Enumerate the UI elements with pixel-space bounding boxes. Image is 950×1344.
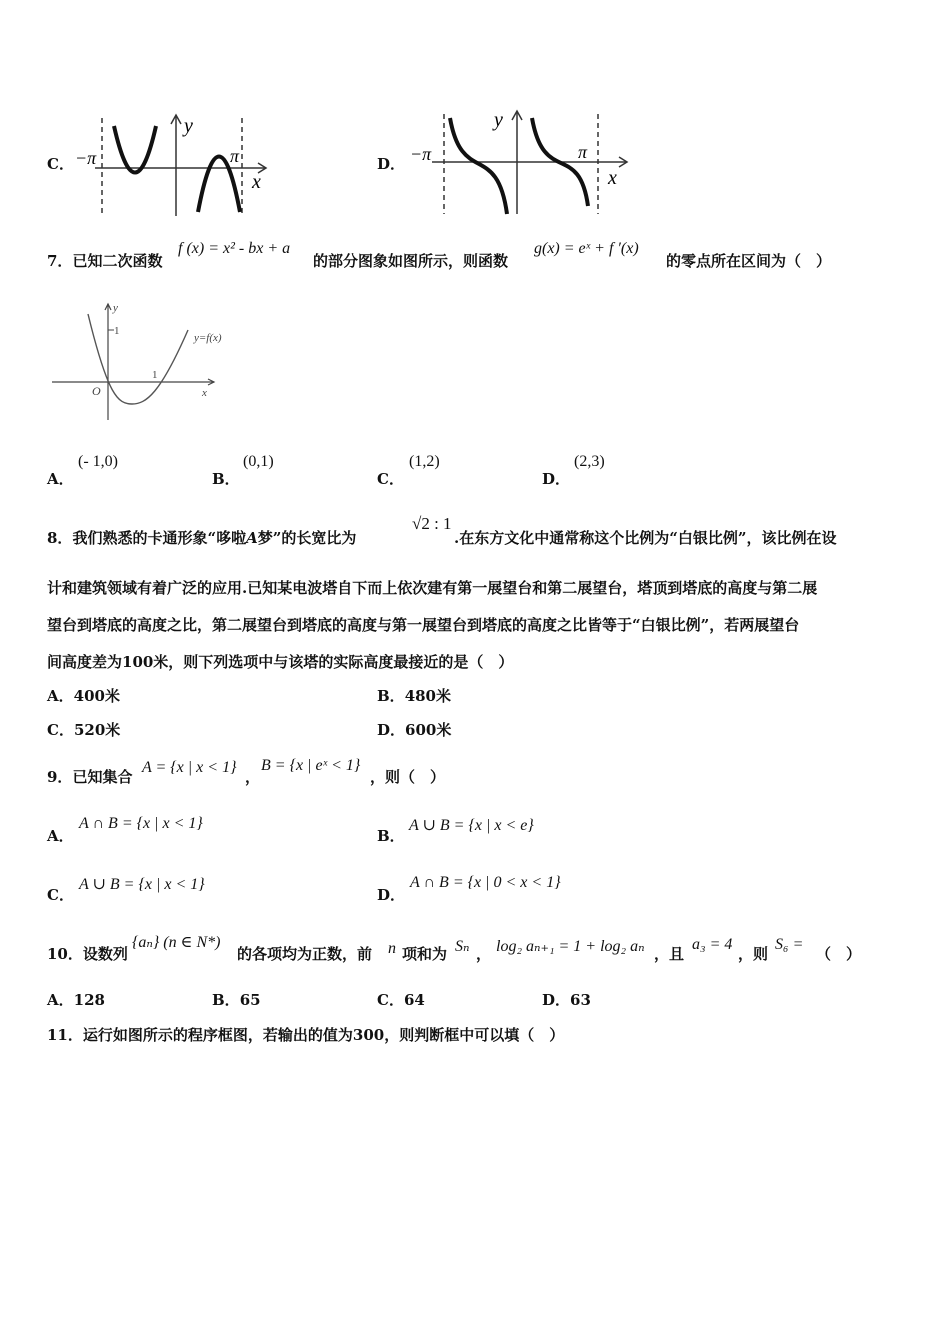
curve-left <box>450 118 507 214</box>
svg-text:1: 1 <box>114 325 120 337</box>
svg-text:O: O <box>92 384 101 398</box>
q8-option-c[interactable]: C．520米 <box>47 721 121 739</box>
svg-text:y=f(x): y=f(x) <box>194 332 222 344</box>
q10-option-a[interactable]: A．128 <box>47 991 105 1009</box>
svg-text:x: x <box>202 387 207 399</box>
q7-option-b[interactable]: B． <box>212 470 240 488</box>
question-8-line-1: 8．我们熟悉的卡通形象“哆啦A梦”的长宽比为 <box>47 529 357 547</box>
graph-option-c <box>70 108 280 220</box>
q8-option-a[interactable]: A．400米 <box>47 687 120 705</box>
q8-option-b[interactable]: B．480米 <box>377 687 451 705</box>
graph-option-d <box>402 106 632 220</box>
question-8-line-4: 间高度差为100米，则下列选项中与该塔的实际高度最接近的是（ ） <box>47 653 514 671</box>
question-10: 10．设数列 <box>47 945 128 963</box>
curve-left <box>114 126 156 173</box>
q7-option-d[interactable]: D． <box>542 470 571 488</box>
option-d-label: D． <box>377 155 406 173</box>
q10-log-relation: log₂ aₙ₊₁ = 1 + log₂ aₙ <box>496 938 645 955</box>
svg-text:−π: −π <box>410 144 432 164</box>
pi-label: π <box>230 146 240 166</box>
q7-text-b: 的部分图象如图所示，则函数 <box>313 252 509 270</box>
neg-pi-label: −π <box>75 148 97 168</box>
question-11: 11．运行如图所示的程序框图，若输出的值为300，则判断框中可以填（ ） <box>47 1026 565 1044</box>
q10-option-d[interactable]: D．63 <box>542 991 591 1009</box>
q7-option-a[interactable]: A． <box>47 470 74 488</box>
q8-option-d[interactable]: D．600米 <box>377 721 452 739</box>
q8-line-1-end: .在东方文化中通常称这个比例为“白银比例”，该比例在设 <box>454 529 837 547</box>
q10-sequence: {aₙ} (n ∈ N*) <box>132 934 221 951</box>
question-8-line-2: 计和建筑领域有着广泛的应用.已知某电波塔自下而上依次建有第一展望台和第二展望台，塔顶到塔底的高度与第二展 <box>47 579 818 597</box>
q7-parabola-graph <box>48 296 248 424</box>
q8-ratio: √2 : 1 <box>412 514 452 533</box>
svg-text:1: 1 <box>152 369 158 381</box>
q10-option-b[interactable]: B．65 <box>212 991 261 1009</box>
q9-option-b[interactable]: B． <box>377 827 405 845</box>
q10-option-c[interactable]: C．64 <box>377 991 425 1009</box>
svg-text:π: π <box>578 142 588 162</box>
svg-text:x: x <box>608 167 617 189</box>
q7-gx-formula: g(x) = eˣ + f ′(x) <box>534 240 639 257</box>
q9-set-b: B = {x | eˣ < 1} <box>261 757 361 774</box>
q9-option-d[interactable]: D． <box>377 886 406 904</box>
question-8-line-3: 望台到塔底的高度之比，第二展望台到塔底的高度与第一展望台到塔底的高度之比皆等于“白银比例”，若两展望台 <box>47 616 800 634</box>
q9-option-c[interactable]: C． <box>47 886 74 904</box>
q7-fx-formula: f (x) = x² - bx + a <box>178 240 291 257</box>
q7-option-c[interactable]: C． <box>377 470 404 488</box>
question-7: 7．已知二次函数 <box>47 252 163 270</box>
q9-option-a[interactable]: A． <box>47 827 74 845</box>
svg-text:y: y <box>494 109 503 131</box>
q9-set-a: A = {x | x < 1} <box>142 759 237 776</box>
x-label: x <box>252 171 261 193</box>
y-label: y <box>184 115 193 137</box>
parabola-curve <box>88 314 188 404</box>
question-9: 9．已知集合 <box>47 768 133 786</box>
svg-text:y: y <box>113 302 118 314</box>
option-c-label: C． <box>47 155 74 173</box>
q7-text-c: 的零点所在区间为（ ） <box>666 252 832 270</box>
